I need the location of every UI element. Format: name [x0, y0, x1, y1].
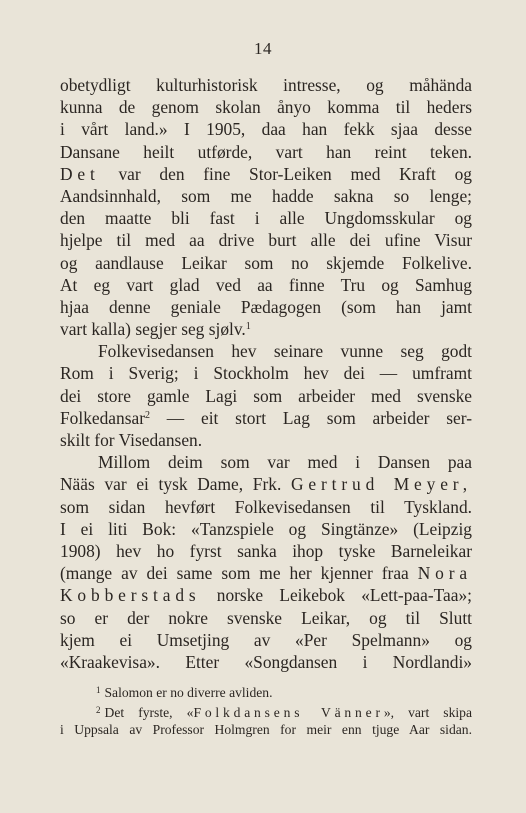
text-line: hjaa denne geniale Pædagogen (som han jamt	[60, 296, 472, 317]
text-line: Millom deim som var med i Dansen paa	[98, 452, 472, 473]
footnote-reference: 2	[145, 409, 151, 421]
text-line: dei store gamle Lagi som arbeider med svenske	[60, 385, 472, 406]
text-line: skilt for Visedansen.	[60, 430, 203, 450]
text-fragment: — eit stort Lag som arbeider ser-	[150, 407, 472, 428]
body-text	[60, 74, 472, 673]
text-fragment: Nääs var ei tysk Dame, Frk.	[60, 474, 291, 495]
spaced-name: Folkdansens Vänner	[193, 704, 384, 720]
footnote-mark: 2	[96, 704, 101, 715]
text-line	[60, 407, 472, 429]
text-line: i vårt land.» I 1905, daa han fekk sjaa desse	[60, 119, 472, 140]
footnote-reference: 1	[245, 321, 251, 333]
footnote-2-continuation: i Uppsala av Professor Holmgren for meir enn tjuge Aar sidan.	[60, 722, 472, 737]
footnote-mark: 1	[96, 685, 101, 695]
text-line: 1908) hev ho fyrst sanka ihop tyske Barneleikar	[60, 540, 472, 561]
text-line	[60, 318, 472, 340]
text-line: kjem ei Umsetjing av «Per Spelmann» og	[60, 629, 472, 650]
text-line: kunna de genom skolan ånyo komma til heders	[60, 97, 472, 118]
text-line: «Kraakevisa». Etter «Songdansen i Nordlandi»	[60, 651, 472, 672]
text-fragment: Folkedansar	[60, 407, 146, 428]
text-line: so er der nokre svenske Leikar, og til Slutt	[60, 607, 472, 628]
text-line: den maatte bli fast i alle Ungdomsskular og	[60, 208, 472, 229]
text-fragment: norske Leikebok «Lett-paa-Taa»;	[200, 585, 472, 606]
spaced-word: Det	[60, 163, 100, 184]
footnote-text: Det fyrste, «	[104, 704, 194, 720]
spaced-name: Nora	[417, 563, 472, 584]
text-line: hjelpe til med aa drive burt alle dei ufine Visur	[60, 230, 472, 251]
footnote-text: », vart skipa	[383, 704, 473, 720]
text-fragment: vart kalla) segjer seg sjølv.	[60, 319, 246, 340]
text-line: I ei liti Bok: «Tanzspiele og Singtänze» (Leipzig	[60, 518, 472, 539]
footnote-text: Salomon er no diverre avliden.	[104, 685, 273, 700]
text-line: Dansane heilt utførde, vart han reint teken.	[60, 141, 472, 162]
footnote-2	[60, 701, 472, 721]
page-number: 14	[254, 39, 272, 58]
text-line: Rom i Sverig; i Stockholm hev dei — umframt	[60, 363, 472, 384]
text-line: At eg vart glad ved aa finne Tru og Samhug	[60, 274, 472, 295]
text-line	[60, 473, 472, 495]
text-line: Folkevisedansen hev seinare vunne seg godt	[98, 341, 472, 362]
text-line: obetydligt kulturhistorisk intresse, og måhända	[60, 75, 472, 95]
text-line	[60, 584, 472, 606]
spaced-name: Kobberstads	[60, 585, 201, 606]
text-line	[60, 163, 472, 185]
text-line: som sidan hevført Folkevisedansen til Tyskland.	[60, 496, 472, 517]
text-line: Aandsinnhald, som me hadde sakna so lenge;	[60, 185, 472, 206]
text-fragment: var den fine Stor-Leiken med Kraft og	[99, 163, 472, 184]
spaced-name: Gertrud Meyer,	[290, 474, 472, 495]
text-line: og aandlause Leikar som no skjemde Folkelive.	[60, 252, 472, 273]
text-line	[60, 562, 472, 584]
text-fragment: (mange av dei same som me her kjenner fraa	[60, 563, 418, 584]
footnotes	[60, 681, 472, 740]
footnote-1	[60, 681, 472, 701]
